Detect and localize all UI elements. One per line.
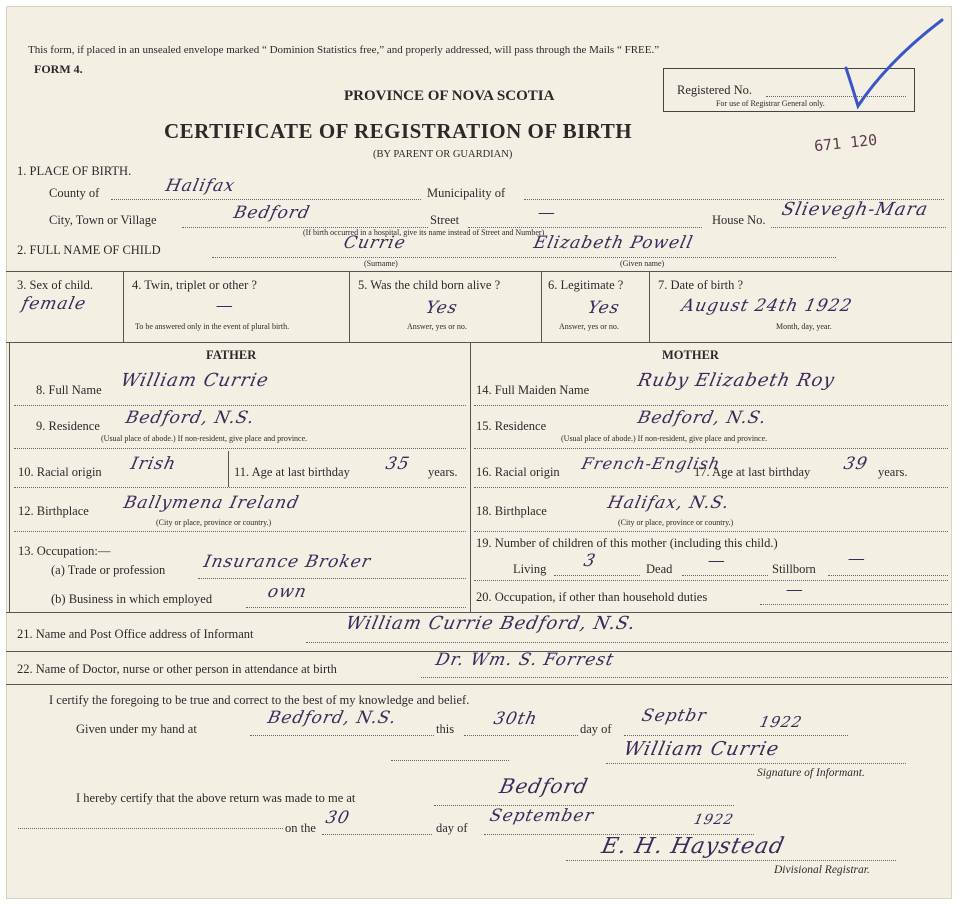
mother-maiden-value: Ruby Elizabeth Roy	[635, 370, 837, 391]
reg-month-value: September	[487, 806, 596, 826]
living-rule	[554, 575, 640, 576]
living-label: Living	[513, 562, 547, 576]
father-business-value: own	[265, 582, 309, 602]
stillborn-value: —	[845, 549, 869, 569]
certificate-title: CERTIFICATE OF REGISTRATION OF BIRTH	[164, 119, 633, 143]
registered-label: Registered No.	[677, 83, 752, 97]
father-birthplace-value: Ballymena Ireland	[121, 493, 302, 513]
father-trade-value: Insurance Broker	[201, 552, 374, 572]
mother-birthplace-label: 18. Birthplace	[476, 504, 547, 518]
alive-note: Answer, yes or no.	[407, 322, 467, 331]
street-label: Street	[430, 213, 460, 227]
rule-top-row	[6, 271, 952, 272]
parents-divider	[470, 342, 471, 612]
postal-note: This form, if placed in an unsealed envelope marked “ Dominion Statistics free,” and properly addressed, will pass through the Mails “ FREE.”	[28, 44, 660, 56]
father-occupation-label: 13. Occupation:—	[18, 544, 111, 558]
given-label: Given under my hand at	[76, 722, 197, 736]
province-heading: PROVINCE OF NOVA SCOTIA	[344, 88, 555, 104]
birth-certificate	[6, 6, 952, 899]
dob-value: August 24th 1922	[679, 296, 855, 316]
registrar-left-rule	[18, 828, 283, 829]
city-label: City, Town or Village	[49, 213, 157, 227]
dead-label: Dead	[646, 562, 673, 576]
mother-residence-rule	[474, 448, 948, 449]
divider-alive	[541, 271, 542, 342]
reg-day-of-label: day of	[436, 821, 468, 835]
reg-day-value: 30	[323, 808, 352, 828]
father-age-divider	[228, 451, 229, 487]
father-birthplace-note: (City or place, province or country.)	[156, 518, 272, 527]
child-surname-value: Currie	[341, 233, 408, 253]
checkmark-icon	[838, 16, 948, 116]
alive-value: Yes	[423, 298, 460, 318]
mother-racial-rule	[474, 487, 948, 488]
street-value: —	[535, 203, 559, 223]
registrar-signature-rule	[566, 860, 896, 861]
hospital-note: (If birth occurred in a hospital, give its name instead of Street and Number)	[303, 228, 545, 237]
father-racial-value: Irish	[128, 454, 179, 474]
registrar-caption: Divisional Registrar.	[774, 864, 870, 876]
informant-label: 21. Name and Post Office address of Informant	[17, 627, 254, 641]
legitimate-note: Answer, yes or no.	[559, 322, 619, 331]
registrar-note: For use of Registrar General only.	[716, 99, 825, 108]
father-residence-rule	[14, 448, 466, 449]
mother-residence-value: Bedford, N.S.	[635, 408, 769, 428]
child-name-label: 2. FULL NAME OF CHILD	[17, 243, 161, 257]
this-label: this	[436, 722, 455, 736]
dob-label: 7. Date of birth ?	[658, 278, 744, 292]
county-value: Halifax	[163, 176, 237, 196]
certify-statement: I certify the foregoing to be true and correct to the best of my knowledge and belief.	[49, 693, 470, 707]
stamp-number: 671 120	[813, 130, 878, 156]
this-day-rule	[464, 735, 578, 736]
living-value: 3	[581, 551, 598, 571]
doctor-label: 22. Name of Doctor, nurse or other person in attendance at birth	[17, 662, 337, 676]
mother-racial-value: French-English	[579, 454, 723, 473]
registrar-signature: E. H. Haystead	[599, 834, 787, 859]
reg-day-rule	[322, 834, 432, 835]
father-age-label: 11. Age at last birthday	[234, 465, 350, 479]
place-of-birth-heading: 1. PLACE OF BIRTH.	[17, 164, 132, 178]
mother-birthplace-rule	[474, 531, 948, 532]
informant-value: William Currie Bedford, N.S.	[343, 613, 638, 634]
day-of-label: day of	[580, 722, 612, 736]
divider-twin	[349, 271, 350, 342]
county-line	[111, 199, 421, 200]
county-label: County of	[49, 186, 100, 200]
month-value: Septbr	[639, 706, 709, 726]
mother-occupation-rule	[760, 604, 948, 605]
mother-birthplace-note: (City or place, province or country.)	[618, 518, 734, 527]
mother-occupation-label: 20. Occupation, if other than household duties	[476, 590, 708, 604]
father-racial-label: 10. Racial origin	[18, 465, 102, 479]
mother-residence-label: 15. Residence	[476, 419, 547, 433]
father-racial-rule	[14, 487, 466, 488]
father-trade-rule	[198, 578, 466, 579]
reg-year-value: 1922	[692, 812, 736, 828]
father-trade-label: (a) Trade or profession	[51, 563, 166, 577]
rule-bottom-row	[6, 342, 952, 343]
child-name-line	[212, 257, 836, 258]
father-heading: FATHER	[206, 348, 257, 362]
given-place-rule	[250, 735, 434, 736]
form-number: FORM 4.	[34, 62, 83, 76]
mother-children-label: 19. Number of children of this mother (including this child.)	[476, 536, 778, 550]
year-value: 1922	[758, 713, 805, 731]
municipality-label: Municipality of	[427, 186, 506, 200]
house-label: House No.	[712, 213, 766, 227]
legitimate-label: 6. Legitimate ?	[548, 278, 624, 292]
stillborn-label: Stillborn	[772, 562, 816, 576]
mother-maiden-rule	[474, 405, 948, 406]
signature-rule	[606, 763, 906, 764]
alive-label: 5. Was the child born alive ?	[358, 278, 501, 292]
legitimate-value: Yes	[585, 298, 622, 318]
sex-value: female	[19, 294, 89, 314]
father-name-value: William Currie	[118, 370, 271, 391]
dead-value: —	[705, 551, 729, 571]
mother-age-label: 17. Age at last birthday	[694, 465, 811, 479]
short-rule	[391, 760, 509, 761]
mother-maiden-label: 14. Full Maiden Name	[476, 383, 590, 397]
parents-left-border	[9, 342, 10, 612]
on-the-label: on the	[285, 821, 316, 835]
sex-label: 3. Sex of child.	[17, 278, 94, 292]
given-place-value: Bedford, N.S.	[265, 708, 399, 728]
father-age-value: 35	[383, 454, 412, 474]
father-name-label: 8. Full Name	[36, 383, 102, 397]
child-given-name-value: Elizabeth Powell	[531, 233, 696, 253]
city-value: Bedford	[231, 203, 313, 223]
certificate-subtitle: (BY PARENT OR GUARDIAN)	[373, 149, 513, 160]
signature-caption: Signature of Informant.	[757, 767, 865, 779]
father-birthplace-rule	[14, 531, 466, 532]
twin-note: To be answered only in the event of plural birth.	[135, 322, 290, 331]
rule-doctor	[6, 684, 952, 685]
registrar-statement: I hereby certify that the above return was made to me at	[76, 791, 356, 805]
given-name-caption: (Given name)	[620, 259, 665, 268]
father-business-rule	[246, 607, 466, 608]
divider-sex	[123, 271, 124, 342]
mother-birthplace-value: Halifax, N.S.	[605, 493, 732, 513]
father-abode-note: (Usual place of abode.) If non-resident, give place and province.	[101, 434, 308, 443]
mother-heading: MOTHER	[662, 348, 719, 362]
twin-label: 4. Twin, triplet or other ?	[132, 278, 257, 292]
mother-abode-note: (Usual place of abode.) If non-resident, give place and province.	[561, 434, 768, 443]
house-value: Slievegh-Mara	[779, 199, 931, 220]
dead-rule	[682, 575, 768, 576]
doctor-rule	[421, 677, 948, 678]
informant-signature: William Currie	[621, 738, 782, 760]
house-line	[771, 227, 946, 228]
month-rule	[624, 735, 848, 736]
mother-age-value: 39	[841, 454, 870, 474]
father-business-label: (b) Business in which employed	[51, 592, 213, 606]
father-name-rule	[14, 405, 466, 406]
this-day-value: 30th	[491, 709, 540, 729]
doctor-value: Dr. Wm. S. Forrest	[433, 650, 617, 670]
divider-legit	[649, 271, 650, 342]
twin-value: —	[213, 296, 237, 316]
father-residence-value: Bedford, N.S.	[123, 408, 257, 428]
surname-caption: (Surname)	[364, 259, 398, 268]
informant-rule	[306, 642, 948, 643]
registrar-place-value: Bedford	[497, 774, 591, 798]
father-birthplace-label: 12. Birthplace	[18, 504, 89, 518]
mother-racial-label: 16. Racial origin	[476, 465, 560, 479]
dob-note: Month, day, year.	[776, 322, 832, 331]
father-years-label: years.	[428, 465, 458, 479]
mother-occupation-value: —	[783, 580, 807, 600]
father-residence-label: 9. Residence	[36, 419, 100, 433]
mother-years-label: years.	[878, 465, 908, 479]
mother-children-rule	[474, 580, 948, 581]
stillborn-rule	[828, 575, 948, 576]
